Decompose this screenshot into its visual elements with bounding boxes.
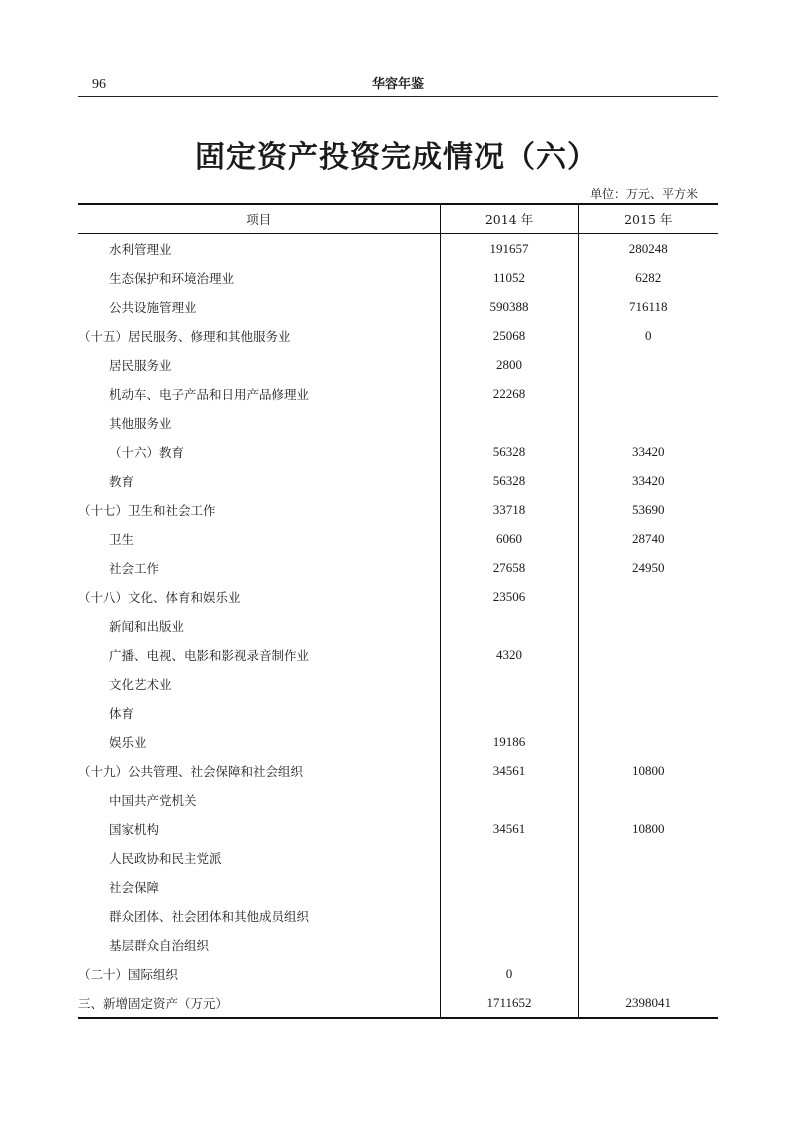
row-value-2015: 24950	[632, 559, 665, 575]
table-row	[78, 901, 718, 930]
unit-note: 单位：万元、平方米	[589, 187, 698, 201]
row-value-2015	[578, 727, 718, 756]
row-value-2015	[578, 901, 718, 930]
row-value-2015: 6282	[635, 269, 662, 285]
row-value-2015	[578, 611, 718, 640]
row-value-2014	[440, 930, 578, 959]
row-value-2014: 23506	[440, 582, 578, 611]
table-row	[78, 408, 718, 437]
row-value-2015	[578, 350, 718, 379]
row-value-2014: 2800	[440, 350, 578, 379]
row-item-label: 国家机构	[78, 814, 440, 843]
row-value-2015	[578, 582, 718, 611]
row-item-label: 体育	[78, 698, 440, 727]
row-value-2015: 33420	[632, 472, 665, 488]
table-row	[78, 756, 718, 785]
table-row	[78, 466, 718, 495]
row-value-2014	[440, 669, 578, 698]
table-row	[78, 350, 718, 379]
row-item-label: 卫生	[78, 524, 440, 553]
row-item-label: 教育	[78, 466, 440, 495]
row-item-label: 新闻和出版业	[78, 611, 440, 640]
table-row	[78, 495, 718, 524]
row-value-2014: 4320	[440, 640, 578, 669]
table-row	[78, 785, 718, 814]
running-header	[78, 76, 718, 97]
row-value-2015	[578, 640, 718, 669]
row-value-2014: 56328	[440, 437, 578, 466]
row-value-2015	[578, 698, 718, 727]
table-row	[78, 640, 718, 669]
table-row	[78, 379, 718, 408]
row-value-2014	[440, 611, 578, 640]
row-value-2014: 33718	[440, 495, 578, 524]
row-item-label: （二十）国际组织	[78, 959, 440, 988]
row-item-label: （十九）公共管理、社会保障和社会组织	[78, 756, 440, 785]
table-row	[78, 727, 718, 756]
row-value-2015	[578, 669, 718, 698]
row-value-2015: 0	[645, 327, 652, 343]
row-item-label: 机动车、电子产品和日用产品修理业	[78, 379, 440, 408]
row-item-label: 社会保障	[78, 872, 440, 901]
table-row	[78, 611, 718, 640]
table-row	[78, 669, 718, 698]
table-row	[78, 234, 718, 264]
column-header-item: 项目	[78, 204, 440, 234]
row-value-2015	[578, 408, 718, 437]
row-value-2014: 27658	[440, 553, 578, 582]
table-row	[78, 263, 718, 292]
row-value-2014: 191657	[440, 234, 578, 264]
table-body	[78, 234, 718, 1019]
row-item-label: 其他服务业	[78, 408, 440, 437]
row-value-2015	[578, 930, 718, 959]
row-item-label: （十五）居民服务、修理和其他服务业	[78, 321, 440, 350]
row-value-2015: 716118	[628, 298, 668, 314]
row-value-2014: 34561	[440, 814, 578, 843]
row-item-label: 中国共产党机关	[78, 785, 440, 814]
row-value-2014: 6060	[440, 524, 578, 553]
row-value-2014: 11052	[440, 263, 578, 292]
table-header-row	[78, 204, 718, 234]
row-value-2015: 2398041	[625, 994, 671, 1010]
row-item-label: 生态保护和环境治理业	[78, 263, 440, 292]
row-value-2014: 0	[440, 959, 578, 988]
row-value-2014: 34561	[440, 756, 578, 785]
column-header-2014: 2014 年	[440, 204, 578, 234]
row-value-2014	[440, 843, 578, 872]
row-value-2015	[578, 843, 718, 872]
row-item-label: 水利管理业	[78, 234, 440, 264]
row-item-label: 三、新增固定资产（万元）	[78, 988, 440, 1018]
row-value-2014	[440, 901, 578, 930]
row-value-2014	[440, 785, 578, 814]
row-value-2015	[578, 785, 718, 814]
row-value-2014: 590388	[440, 292, 578, 321]
table-title: 固定资产投资完成情况（六）	[195, 140, 598, 175]
investment-table	[78, 203, 718, 1019]
row-value-2014	[440, 408, 578, 437]
row-value-2014: 1711652	[440, 988, 578, 1018]
row-value-2014: 19186	[440, 727, 578, 756]
table-row	[78, 292, 718, 321]
row-item-label: （十七）卫生和社会工作	[78, 495, 440, 524]
row-value-2014	[440, 698, 578, 727]
table-row	[78, 321, 718, 350]
table-row	[78, 524, 718, 553]
table-row	[78, 814, 718, 843]
table-row	[78, 988, 718, 1018]
row-item-label: 文化艺术业	[78, 669, 440, 698]
table-row	[78, 959, 718, 988]
table-row	[78, 872, 718, 901]
row-item-label: 基层群众自治组织	[78, 930, 440, 959]
row-item-label: 广播、电视、电影和影视录音制作业	[78, 640, 440, 669]
page-number: 96	[92, 77, 106, 92]
row-item-label: （十六）教育	[78, 437, 440, 466]
table-row	[78, 698, 718, 727]
row-value-2015	[578, 959, 718, 988]
table-row	[78, 437, 718, 466]
row-value-2014: 22268	[440, 379, 578, 408]
row-item-label: 群众团体、社会团体和其他成员组织	[78, 901, 440, 930]
row-item-label: 社会工作	[78, 553, 440, 582]
row-item-label: 公共设施管理业	[78, 292, 440, 321]
row-value-2014: 25068	[440, 321, 578, 350]
row-item-label: （十八）文化、体育和娱乐业	[78, 582, 440, 611]
row-item-label: 娱乐业	[78, 727, 440, 756]
row-item-label: 人民政协和民主党派	[78, 843, 440, 872]
row-value-2014: 56328	[440, 466, 578, 495]
table-row	[78, 582, 718, 611]
table-row	[78, 930, 718, 959]
column-header-2015: 2015 年	[578, 204, 718, 234]
row-value-2015: 10800	[632, 762, 665, 778]
row-value-2015: 33420	[632, 443, 665, 459]
row-value-2015: 53690	[632, 501, 665, 517]
row-value-2014	[440, 872, 578, 901]
row-value-2015	[578, 872, 718, 901]
book-title: 华容年鉴	[371, 77, 424, 92]
row-value-2015	[578, 379, 718, 408]
row-value-2015: 280248	[628, 240, 668, 256]
row-value-2015: 10800	[632, 820, 665, 836]
row-value-2015: 28740	[632, 530, 665, 546]
row-item-label: 居民服务业	[78, 350, 440, 379]
table-row	[78, 843, 718, 872]
table-row	[78, 553, 718, 582]
